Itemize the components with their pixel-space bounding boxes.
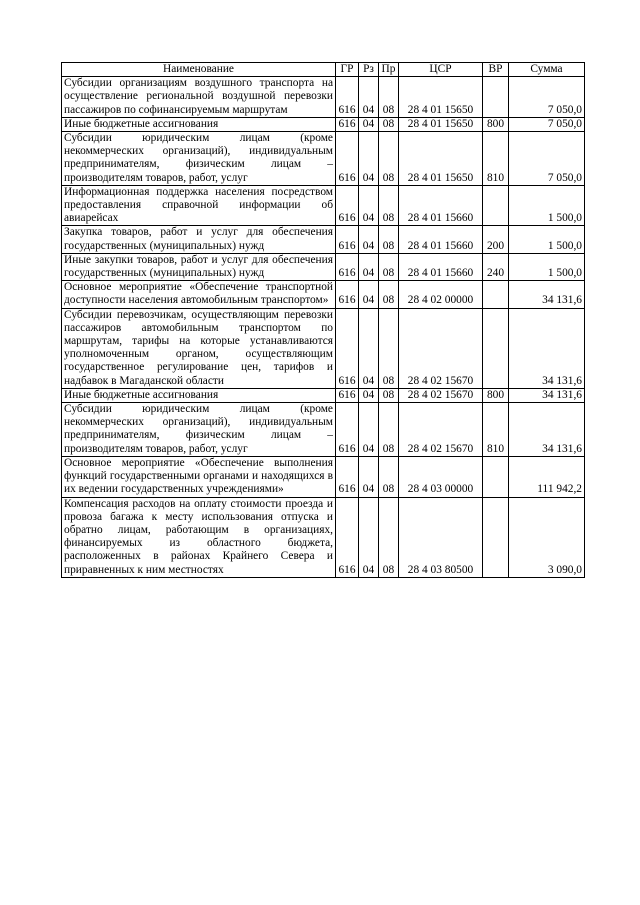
cell-pr: 08 [379,281,399,308]
cell-vr: 800 [483,388,509,402]
table-row [62,132,585,186]
table-row [62,77,585,118]
header-csr: ЦСР [399,63,483,77]
cell-rz: 04 [359,456,379,497]
cell-vr: 240 [483,253,509,280]
cell-vr [483,497,509,577]
cell-gr: 616 [336,497,359,577]
cell-sum: 1 500,0 [509,226,585,253]
cell-name: Информационная поддержка населения посредством предоставления справочной информации об авиарейсах [62,185,336,226]
cell-gr: 616 [336,403,359,457]
cell-rz: 04 [359,185,379,226]
cell-pr: 08 [379,497,399,577]
header-vr: ВР [483,63,509,77]
budget-table [61,62,585,578]
cell-sum: 1 500,0 [509,253,585,280]
cell-csr: 28 4 02 15670 [399,308,483,388]
cell-name: Основное мероприятие «Обеспечение выполнения функций государственными органами и находящихся в их ведении государственных учреждениями» [62,456,336,497]
cell-rz: 04 [359,388,379,402]
cell-csr: 28 4 01 15660 [399,253,483,280]
cell-sum: 34 131,6 [509,308,585,388]
cell-name: Иные бюджетные ассигнования [62,388,336,402]
table-row [62,117,585,131]
cell-gr: 616 [336,185,359,226]
cell-csr: 28 4 01 15660 [399,185,483,226]
table-row [62,185,585,226]
cell-rz: 04 [359,117,379,131]
cell-csr: 28 4 03 80500 [399,497,483,577]
cell-gr: 616 [336,253,359,280]
cell-rz: 04 [359,308,379,388]
cell-sum: 7 050,0 [509,117,585,131]
table-row [62,253,585,280]
cell-vr [483,281,509,308]
cell-pr: 08 [379,253,399,280]
header-rz: Рз [359,63,379,77]
cell-gr: 616 [336,388,359,402]
cell-vr [483,77,509,118]
cell-sum: 34 131,6 [509,281,585,308]
table-header-row [62,63,585,77]
table-row [62,308,585,388]
cell-pr: 08 [379,117,399,131]
cell-vr [483,456,509,497]
cell-rz: 04 [359,132,379,186]
header-name: Наименование [62,63,336,77]
cell-pr: 08 [379,132,399,186]
header-sum: Сумма [509,63,585,77]
cell-pr: 08 [379,77,399,118]
cell-vr: 200 [483,226,509,253]
cell-rz: 04 [359,226,379,253]
cell-gr: 616 [336,117,359,131]
cell-pr: 08 [379,388,399,402]
cell-name: Иные бюджетные ассигнования [62,117,336,131]
cell-csr: 28 4 01 15650 [399,132,483,186]
cell-gr: 616 [336,456,359,497]
cell-rz: 04 [359,497,379,577]
cell-rz: 04 [359,281,379,308]
cell-sum: 34 131,6 [509,403,585,457]
cell-name: Субсидии организациям воздушного транспорта на осуществление региональной воздушной перевозки пассажиров по софинансируемым маршрутам [62,77,336,118]
cell-pr: 08 [379,456,399,497]
cell-csr: 28 4 02 15670 [399,388,483,402]
cell-sum: 34 131,6 [509,388,585,402]
cell-rz: 04 [359,77,379,118]
cell-vr [483,185,509,226]
cell-csr: 28 4 02 00000 [399,281,483,308]
cell-name: Компенсация расходов на оплату стоимости проезда и провоза багажа к месту использования отпуска и обратно лицам, работающим в организациях, финансируемых из областного бюджета, расположенных в районах Крайнего Севера и приравненных к ним местностях [62,497,336,577]
cell-vr: 810 [483,132,509,186]
cell-vr [483,308,509,388]
table-row [62,456,585,497]
table-row [62,497,585,577]
cell-name: Иные закупки товаров, работ и услуг для обеспечения государственных (муниципальных) нужд [62,253,336,280]
cell-rz: 04 [359,403,379,457]
table-body [62,77,585,578]
cell-vr: 800 [483,117,509,131]
header-pr: Пр [379,63,399,77]
cell-gr: 616 [336,132,359,186]
cell-pr: 08 [379,185,399,226]
cell-gr: 616 [336,226,359,253]
cell-sum: 7 050,0 [509,77,585,118]
table-row [62,226,585,253]
cell-name: Закупка товаров, работ и услуг для обеспечения государственных (муниципальных) нужд [62,226,336,253]
cell-name: Субсидии юридическим лицам (кроме некоммерческих организаций), индивидуальным предпринимателям, физическим лицам – производителям товаров, работ, услуг [62,132,336,186]
cell-csr: 28 4 03 00000 [399,456,483,497]
cell-sum: 7 050,0 [509,132,585,186]
cell-name: Субсидии юридическим лицам (кроме некоммерческих организаций), индивидуальным предпринимателям, физическим лицам – производителям товаров, работ, услуг [62,403,336,457]
cell-name: Основное мероприятие «Обеспечение транспортной доступности населения автомобильным транспортом» [62,281,336,308]
table-row [62,388,585,402]
cell-sum: 111 942,2 [509,456,585,497]
cell-rz: 04 [359,253,379,280]
cell-pr: 08 [379,226,399,253]
table-row [62,403,585,457]
cell-csr: 28 4 02 15670 [399,403,483,457]
cell-gr: 616 [336,308,359,388]
cell-vr: 810 [483,403,509,457]
cell-pr: 08 [379,403,399,457]
cell-pr: 08 [379,308,399,388]
header-gr: ГР [336,63,359,77]
cell-gr: 616 [336,281,359,308]
table-row [62,281,585,308]
cell-csr: 28 4 01 15660 [399,226,483,253]
cell-csr: 28 4 01 15650 [399,77,483,118]
cell-name: Субсидии перевозчикам, осуществляющим перевозки пассажиров автомобильным транспортом по маршрутам, тарифы на которые устанавливаются уполномоченным органом, осуществляющим государственное регулирование цен, тарифов и надбавок в Магаданской области [62,308,336,388]
cell-csr: 28 4 01 15650 [399,117,483,131]
cell-sum: 1 500,0 [509,185,585,226]
cell-gr: 616 [336,77,359,118]
cell-sum: 3 090,0 [509,497,585,577]
